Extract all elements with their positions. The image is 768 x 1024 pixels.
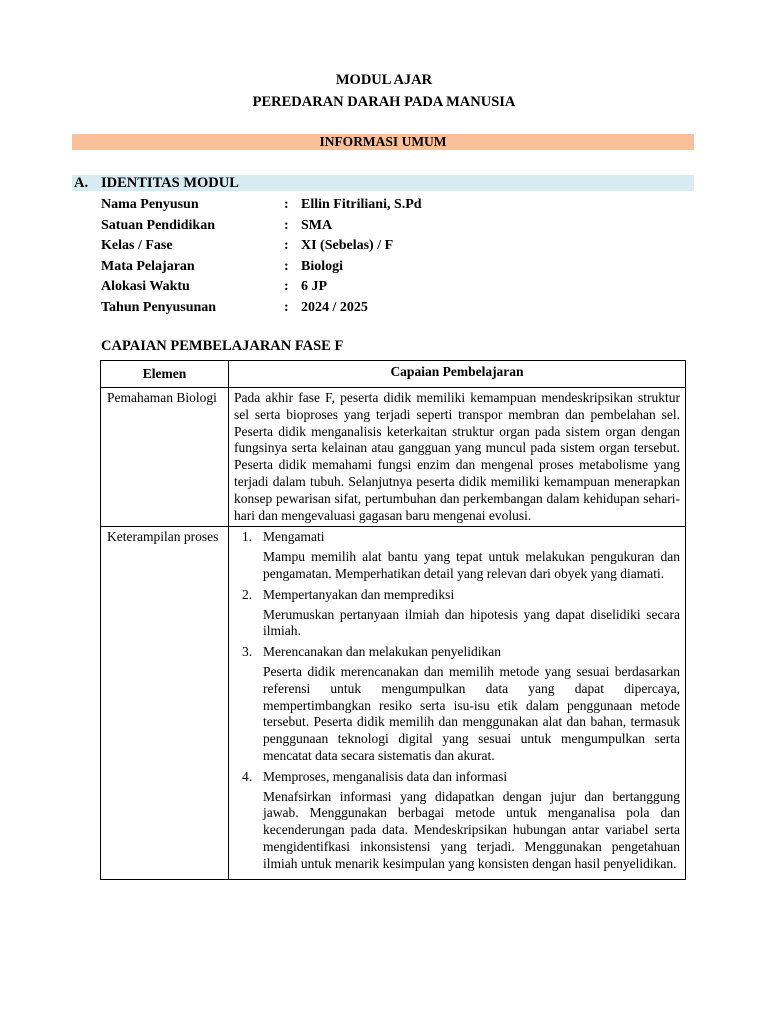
identity-colon: : (284, 279, 289, 294)
list-item (234, 529, 680, 582)
identity-value: Ellin Fitriliani, S.Pd (301, 197, 422, 212)
identity-list (101, 195, 661, 318)
identity-value: 2024 / 2025 (301, 299, 368, 315)
identity-row (101, 236, 661, 257)
identity-colon: : (284, 299, 289, 315)
step-number: 1. (242, 529, 253, 545)
step-number: 2. (242, 586, 253, 602)
capaian-title: CAPAIAN PEMBELAJARAN FASE F (101, 338, 344, 354)
column-header-capaian: Capaian Pembelajaran (229, 361, 686, 388)
step-title: Mempertanyakan dan memprediksi (263, 586, 455, 602)
step-number: 4. (242, 768, 253, 784)
step-title: Memproses, menganalisis data dan informasi (263, 768, 508, 784)
identity-label: Kelas / Fase (101, 238, 173, 253)
identity-value: SMA (301, 217, 333, 233)
identity-colon: : (284, 197, 289, 212)
identity-value: XI (Sebelas) / F (301, 238, 394, 253)
identity-row (101, 277, 661, 298)
document-subtitle: PEREDARAN DARAH PADA MANUSIA (252, 94, 516, 110)
info-umum-banner: INFORMASI UMUM (72, 134, 694, 150)
table-row (101, 388, 686, 527)
identity-row (101, 257, 661, 278)
identity-value: Biologi (301, 258, 344, 274)
list-item (234, 644, 680, 765)
section-a-header (72, 175, 694, 191)
identity-label: Mata Pelajaran (101, 258, 195, 274)
identity-colon: : (284, 238, 289, 253)
section-heading: IDENTITAS MODUL (101, 175, 239, 191)
capaian-cell (229, 527, 686, 879)
capaian-cell: Pada akhir fase F, peserta didik memiliki kemampuan mendeskripsikan struktur sel serta bioproses yang terjadi seperti transpor membran dan pembelahan sel. Peserta didik menganalisis keterkaitan struktur organ pada sistem organ dengan fungsinya serta kelainan atau gangguan yang muncul pada sistem organ tersebut. Peserta didik memahami fungsi enzim dan mengenal proses metabolisme yang terjadi dalam tubuh. Selanjutnya peserta didik memiliki kemampuan menerapkan konsep pewarisan sifat, pertumbuhan dan perkembangan dalam kehidupan sehari-hari dan mengevaluasi gagasan baru mengenai evolusi. (229, 388, 686, 527)
step-number: 3. (242, 644, 253, 660)
identity-row (101, 216, 661, 237)
step-description: Merumuskan pertanyaan ilmiah dan hipotesis yang dapat diselidiki secara ilmiah. (263, 606, 680, 639)
elemen-cell: Pemahaman Biologi (101, 388, 229, 527)
step-description: Peserta didik merencanakan dan memilih metode yang sesuai berdasarkan referensi untuk mengumpulkan data yang dapat dipercaya, mempertimbangkan resiko serta isu-isu etik dalam penggunaan metode tersebut. Peserta didik memilih dan menggunakan alat dan bahan, termasuk penggunaan teknologi digital yang sesuai untuk mengumpulkan serta mencatat data secara sistematis dan akurat. (263, 663, 680, 763)
elemen-cell: Keterampilan proses (101, 527, 229, 879)
column-header-elemen: Elemen (101, 361, 229, 388)
identity-label: Nama Penyusun (101, 197, 199, 212)
capaian-table (100, 360, 686, 880)
identity-row (101, 298, 661, 319)
table-row (101, 527, 686, 879)
identity-colon: : (284, 217, 289, 233)
process-steps-list (234, 529, 680, 872)
identity-value: 6 JP (301, 279, 328, 294)
step-description: Mampu memilih alat bantu yang tepat untuk melakukan pengukuran dan pengamatan. Memperhatikan detail yang relevan dari obyek yang diamati. (263, 549, 680, 581)
section-letter: A. (74, 175, 89, 191)
document-title: MODUL AJAR (335, 72, 433, 88)
identity-label: Satuan Pendidikan (101, 217, 215, 233)
identity-label: Alokasi Waktu (101, 279, 190, 294)
table-header-row (101, 361, 686, 388)
step-title: Mengamati (263, 529, 325, 545)
identity-colon: : (284, 258, 289, 274)
identity-row (101, 195, 661, 216)
step-description: Menafsirkan informasi yang didapatkan dengan jujur dan bertanggung jawab. Menggunakan berbagai metode untuk menganalisa pola dan kecenderungan pada data. Mendeskripsikan hubungan antar variabel serta mengidentifkasi inkonsistensi yang terjadi. Menggunakan pengetahuan ilmiah untuk menarik kesimpulan yang konsisten dengan hasil penyelidikan. (263, 788, 680, 871)
identity-label: Tahun Penyusunan (101, 299, 217, 315)
list-item (234, 769, 680, 873)
step-title: Merencanakan dan melakukan penyelidikan (263, 644, 502, 660)
list-item (234, 587, 680, 640)
